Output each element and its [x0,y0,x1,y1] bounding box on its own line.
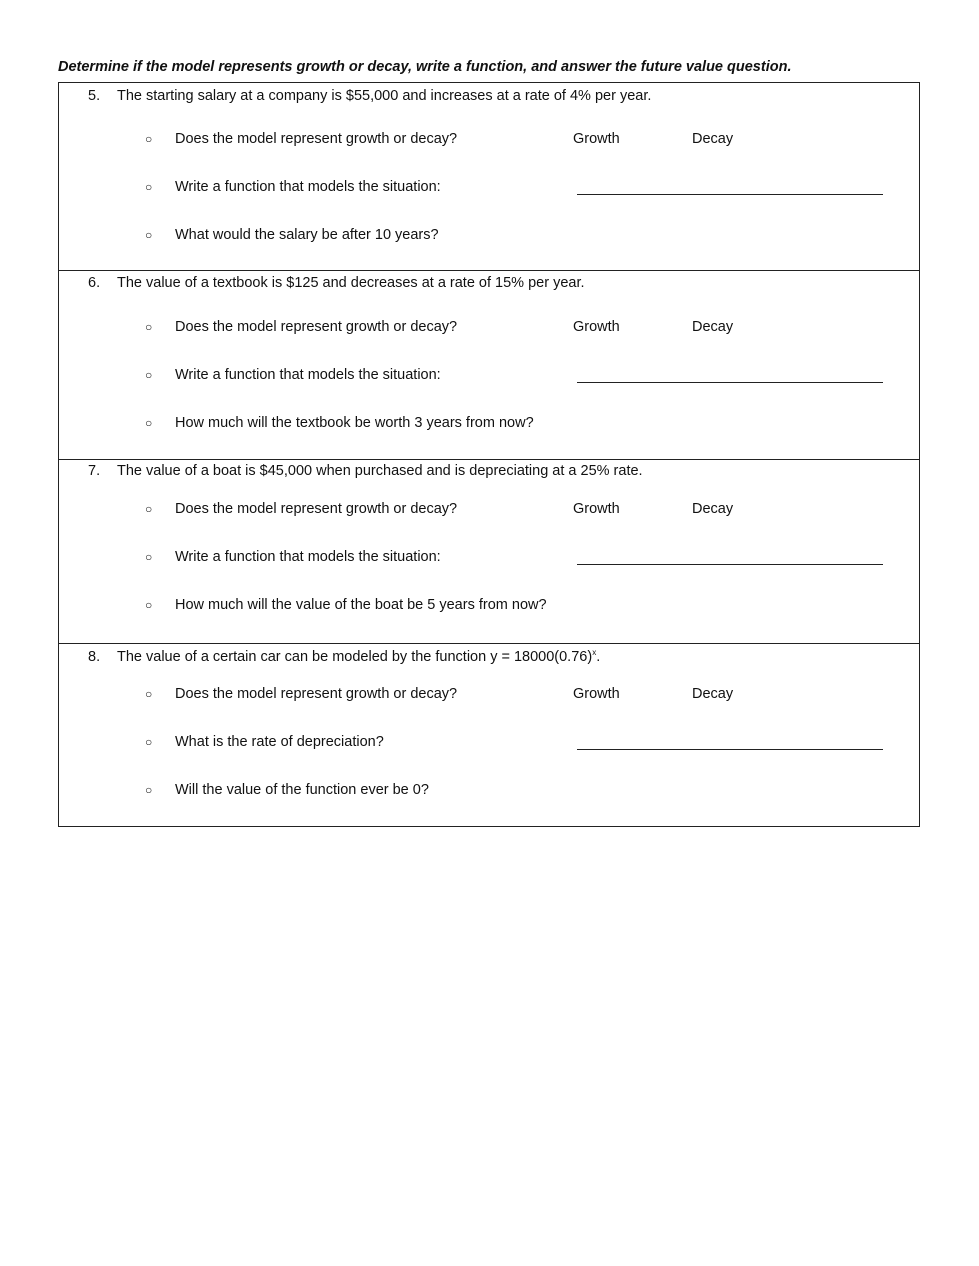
decay-option[interactable]: Decay [692,319,734,335]
question-text: Does the model represent growth or decay? [175,319,458,335]
decay-option[interactable]: Decay [692,686,734,702]
problem-stem [88,88,651,104]
question-text: Write a function that models the situation: [175,179,441,195]
growth-option[interactable]: Growth [573,686,620,702]
growth-option[interactable]: Growth [573,501,620,517]
question-growth-decay [145,317,457,337]
circle-bullet-icon: ○ [145,368,153,382]
question-text: How much will the textbook be worth 3 years from now? [175,415,534,431]
question-text: What would the salary be after 10 years? [175,227,439,243]
circle-bullet-icon: ○ [145,687,153,701]
circle-bullet-icon: ○ [145,416,153,430]
circle-bullet-icon: ○ [145,180,153,194]
problem-number: 6. [88,275,101,291]
exponent: x [592,648,597,657]
problem-stem [88,648,600,665]
problem-text: The value of a textbook is $125 and decreases at a rate of 15% per year. [117,275,585,291]
problem-number: 8. [88,649,101,665]
instructions-heading: Determine if the model represents growth or decay, write a function, and answer the future value question. [58,59,792,75]
problem-stem [88,275,585,291]
answer-line[interactable] [577,382,883,383]
problem-7 [59,460,919,644]
question-text: Does the model represent growth or decay? [175,501,458,517]
circle-bullet-icon: ○ [145,783,153,797]
question-text: How much will the value of the boat be 5 years from now? [175,597,547,613]
decay-option[interactable]: Decay [692,501,734,517]
question-write-function [145,547,441,567]
decay-option[interactable]: Decay [692,131,734,147]
question-growth-decay [145,129,457,149]
question-write-function [145,365,441,385]
problem-stem [88,463,643,479]
circle-bullet-icon: ○ [145,550,153,564]
question-text: Does the model represent growth or decay? [175,686,458,702]
question-rate-depreciation [145,732,384,752]
answer-line[interactable] [577,194,883,195]
problem-number: 5. [88,88,101,104]
question-text: Write a function that models the situation: [175,367,441,383]
worksheet-table [58,82,920,827]
answer-line[interactable] [577,564,883,565]
circle-bullet-icon: ○ [145,502,153,516]
growth-option[interactable]: Growth [573,319,620,335]
question-text: Write a function that models the situation: [175,549,441,565]
growth-option[interactable]: Growth [573,131,620,147]
problem-text-end: . [596,649,601,665]
question-text: What is the rate of depreciation? [175,734,384,750]
question-future-value [145,225,439,245]
question-future-value [145,595,547,615]
answer-line[interactable] [577,749,883,750]
problem-text: The value of a certain car can be modeled by the function y = 18000(0.76) [117,649,593,665]
question-growth-decay [145,499,457,519]
problem-8 [59,644,919,826]
question-text: Does the model represent growth or decay? [175,131,458,147]
question-write-function [145,177,441,197]
circle-bullet-icon: ○ [145,132,153,146]
problem-text: The starting salary at a company is $55,000 and increases at a rate of 4% per year. [117,88,652,104]
problem-number: 7. [88,463,101,479]
problem-text: The value of a boat is $45,000 when purchased and is depreciating at a 25% rate. [117,463,643,479]
problem-5 [59,83,919,271]
circle-bullet-icon: ○ [145,228,153,242]
question-text: Will the value of the function ever be 0? [175,782,429,798]
question-value-zero [145,780,429,800]
question-future-value [145,413,534,433]
problem-6 [59,271,919,460]
question-growth-decay [145,684,457,704]
circle-bullet-icon: ○ [145,598,153,612]
circle-bullet-icon: ○ [145,320,153,334]
circle-bullet-icon: ○ [145,735,153,749]
